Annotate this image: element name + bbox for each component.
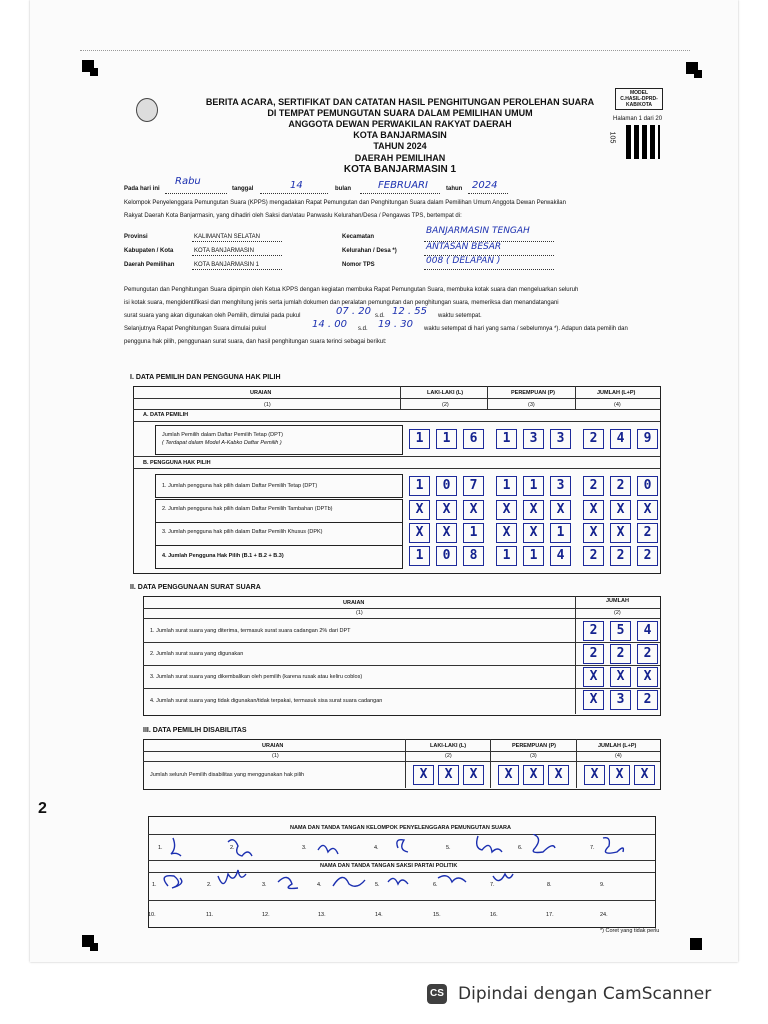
digit-box: X bbox=[634, 765, 655, 785]
kecamatan-label: Kecamatan bbox=[342, 234, 375, 240]
ss-row-2-label: 2. Jumlah surat suara yang digunakan bbox=[150, 651, 244, 657]
digit-box: 2 bbox=[610, 644, 631, 664]
digit-box: X bbox=[463, 765, 484, 785]
digit-box: X bbox=[496, 500, 517, 520]
digit-box: 2 bbox=[637, 644, 658, 664]
digit-box: X bbox=[583, 690, 604, 710]
table-rule bbox=[133, 409, 660, 410]
day-value: Rabu bbox=[175, 176, 201, 187]
digit-box: 3 bbox=[610, 690, 631, 710]
title-line-5: TAHUN 2024 bbox=[373, 141, 427, 151]
digit-box: 8 bbox=[463, 546, 484, 566]
time-suffix-1: waktu setempat. bbox=[438, 313, 482, 319]
intro-line-2: Rakyat Daerah Kota Banjarmasin, yang dihadiri oleh Saksi dan/atau Panwaslu Kelurahan/Desa / Pengawas TPS, bertempat di: bbox=[124, 213, 462, 219]
saksi-num: 3. bbox=[262, 882, 267, 888]
digit-box: X bbox=[637, 500, 658, 520]
saksi-sign-title: NAMA DAN TANDA TANGAN SAKSI PARTAI POLITIK bbox=[320, 863, 458, 869]
col-header: JUMLAH (L+P) bbox=[598, 743, 637, 749]
digit-box: X bbox=[583, 667, 604, 687]
provinsi-value: KALIMANTAN SELATAN bbox=[194, 234, 261, 240]
saksi-num: 4. bbox=[317, 882, 322, 888]
digit-box: 2 bbox=[610, 546, 631, 566]
table-rule bbox=[143, 642, 660, 643]
provinsi-label: Provinsi bbox=[124, 234, 148, 240]
kpps-num: 4. bbox=[374, 845, 379, 851]
digit-box: 2 bbox=[637, 546, 658, 566]
digit-box: X bbox=[409, 523, 430, 543]
digit-box: X bbox=[463, 500, 484, 520]
start-time-1: 07 . 20 bbox=[336, 306, 371, 317]
subsection-b: B. PENGGUNA HAK PILIH bbox=[143, 460, 211, 466]
sd-label: s.d. bbox=[375, 313, 385, 319]
field-line bbox=[192, 269, 282, 270]
registration-mark bbox=[690, 938, 702, 950]
registration-mark bbox=[90, 943, 98, 951]
table-rule bbox=[405, 739, 406, 788]
digit-box: X bbox=[610, 667, 631, 687]
field-line bbox=[165, 193, 227, 194]
model-box bbox=[615, 88, 663, 110]
month-value: FEBRUARI bbox=[378, 180, 428, 191]
digit-box: 7 bbox=[463, 476, 484, 496]
table-rule bbox=[143, 761, 660, 762]
saksi-num: 17. bbox=[546, 912, 554, 918]
dapil-label: Daerah Pemilihan bbox=[124, 262, 175, 268]
table-rule bbox=[576, 739, 577, 788]
field-line bbox=[424, 241, 554, 242]
registration-mark bbox=[90, 68, 98, 76]
section-3-title: III. DATA PEMILIH DISABILITAS bbox=[143, 727, 247, 734]
field-line bbox=[260, 193, 328, 194]
digit-box: 2 bbox=[637, 690, 658, 710]
time-suffix-2: waktu setempat di hari yang sama / sebelumnya *). Adapun data pemilih dan bbox=[424, 326, 628, 332]
col-header: URAIAN bbox=[343, 600, 365, 606]
side-page-mark: 2 bbox=[38, 800, 47, 817]
kabupaten-value: KOTA BANJARMASIN bbox=[194, 248, 254, 254]
table-rule bbox=[487, 386, 488, 410]
field-line bbox=[192, 255, 282, 256]
digit-box: 5 bbox=[610, 621, 631, 641]
field-line bbox=[424, 269, 554, 270]
saksi-num: 14. bbox=[375, 912, 383, 918]
table-rule bbox=[143, 688, 660, 689]
col-header: JUMLAH (L+P) bbox=[597, 390, 636, 396]
row-b4-label: 4. Jumlah Pengguna Hak Pilih (B.1 + B.2 + B.3) bbox=[162, 553, 284, 559]
saksi-num: 1. bbox=[152, 882, 157, 888]
signature-scribbles bbox=[148, 834, 655, 900]
kpps-sign-title: NAMA DAN TANDA TANGAN KELOMPOK PENYELENGGARA PEMUNGUTAN SUARA bbox=[290, 825, 511, 831]
saksi-num: 8. bbox=[547, 882, 552, 888]
digit-box: X bbox=[436, 500, 457, 520]
digit-box: 1 bbox=[496, 429, 517, 449]
table-rule bbox=[575, 596, 576, 714]
digit-box: 1 bbox=[496, 546, 517, 566]
col-num: (3) bbox=[530, 753, 537, 759]
kelurahan-label: Kelurahan / Desa *) bbox=[342, 248, 397, 254]
procedure-line-2: isi kotak suara, mengidentifikasi dan menghitung jenis serta jumlah dokumen dan peralatan pemungutan dan penghitungan suara, memeriksa dan menandatangani bbox=[124, 300, 559, 306]
col-header: URAIAN bbox=[262, 743, 284, 749]
saksi-num: 24. bbox=[600, 912, 608, 918]
col-header: LAKI-LAKI (L) bbox=[430, 743, 467, 749]
model-line: KAB/KOTA bbox=[625, 102, 652, 108]
digit-box: X bbox=[436, 523, 457, 543]
col-num: (4) bbox=[615, 753, 622, 759]
digit-box: X bbox=[584, 765, 605, 785]
saksi-num: 11. bbox=[206, 912, 214, 918]
table-rule bbox=[400, 386, 401, 410]
digit-box: 2 bbox=[583, 429, 604, 449]
digit-box: 9 bbox=[637, 429, 658, 449]
digit-box: X bbox=[609, 765, 630, 785]
row-b2-label: 2. Jumlah pengguna hak pilih dalam Daftar Pemilih Tambahan (DPTb) bbox=[162, 506, 333, 512]
procedure-line-3: surat suara yang akan digunakan oleh Pemilih, dimulai pada pukul bbox=[124, 313, 301, 319]
field-line bbox=[424, 255, 554, 256]
saksi-num: 7. bbox=[490, 882, 495, 888]
digit-box: 0 bbox=[436, 476, 457, 496]
digit-box: 2 bbox=[610, 476, 631, 496]
start-time-2: 14 . 00 bbox=[312, 319, 347, 330]
date-label: tanggal bbox=[232, 186, 254, 192]
saksi-num: 15. bbox=[433, 912, 441, 918]
subsection-a: A. DATA PEMILIH bbox=[143, 412, 189, 418]
digit-box: 1 bbox=[409, 546, 430, 566]
kpu-logo bbox=[136, 98, 158, 122]
col-num: (2) bbox=[614, 610, 621, 616]
kabupaten-label: Kabupaten / Kota bbox=[124, 248, 174, 254]
digit-box: X bbox=[523, 500, 544, 520]
tps-value: 008 ( DELAPAN ) bbox=[426, 256, 501, 266]
kpps-num: 5. bbox=[446, 845, 451, 851]
year-value: 2024 bbox=[472, 180, 498, 191]
row-a-note: ( Terdapat dalam Model A-Kabko Daftar Pemilih ) bbox=[162, 440, 282, 446]
procedure-line-1: Pemungutan dan Penghitungan Suara dipimpin oleh Ketua KPPS dengan kegiatan membuka Rapat Pemungutan Suara, membuka kotak suara dan mengeluarkan seluruh bbox=[124, 287, 579, 293]
saksi-num: 2. bbox=[207, 882, 212, 888]
intro-line-1: Kelompok Penyelenggara Pemungutan Suara (KPPS) mengadakan Rapat Pemungutan dan Penghitungan Suara dalam Pemilihan Umum Anggota Dewan Perwakilan bbox=[124, 200, 566, 206]
digit-box: X bbox=[523, 523, 544, 543]
digit-box: 1 bbox=[523, 546, 544, 566]
digit-box: 4 bbox=[637, 621, 658, 641]
table-rule bbox=[133, 468, 660, 469]
table-rule bbox=[133, 456, 660, 457]
table-rule bbox=[148, 900, 655, 901]
digit-box: 0 bbox=[436, 546, 457, 566]
digit-box: 1 bbox=[523, 476, 544, 496]
col-header: PEREMPUAN (P) bbox=[511, 390, 556, 396]
saksi-num: 9. bbox=[600, 882, 605, 888]
col-num: (2) bbox=[442, 402, 449, 408]
digit-box: X bbox=[550, 500, 571, 520]
row-a-label: Jumlah Pemilih dalam Daftar Pemilih Tetap (DPT) bbox=[162, 432, 283, 438]
row-b1-label: 1. Jumlah pengguna hak pilih dalam Daftar Pemilih Tetap (DPT) bbox=[162, 483, 318, 489]
col-num: (1) bbox=[356, 610, 363, 616]
digit-box: 1 bbox=[463, 523, 484, 543]
digit-box: X bbox=[438, 765, 459, 785]
district-label: DAERAH PEMILIHAN bbox=[354, 153, 446, 163]
camscanner-logo: CS bbox=[427, 984, 447, 1004]
dotted-border-top bbox=[80, 50, 690, 51]
digit-box: 2 bbox=[583, 644, 604, 664]
digit-box: 1 bbox=[550, 523, 571, 543]
end-time-1: 12 . 55 bbox=[392, 306, 427, 317]
time-line-3: pengguna hak pilih, penggunaan surat suara, dan hasil penghitungan suara terinci sebagai berikut: bbox=[124, 339, 387, 345]
digit-box: X bbox=[610, 523, 631, 543]
qr-number: 105 bbox=[608, 131, 616, 144]
digit-box: X bbox=[496, 523, 517, 543]
table-rule bbox=[143, 665, 660, 666]
saksi-num: 13. bbox=[318, 912, 326, 918]
field-line bbox=[360, 193, 440, 194]
kpps-num: 2. bbox=[230, 845, 235, 851]
ss-row-4-label: 4. Jumlah surat suara yang tidak digunakan/tidak terpakai, termasuk sisa surat suara cadangan bbox=[150, 698, 383, 704]
model-line: MODEL bbox=[629, 90, 649, 96]
table-rule bbox=[143, 608, 660, 609]
title-line-4: KOTA BANJARMASIN bbox=[353, 130, 447, 140]
saksi-num: 10. bbox=[148, 912, 156, 918]
digit-box: 0 bbox=[637, 476, 658, 496]
saksi-num: 12. bbox=[262, 912, 270, 918]
kpps-num: 7. bbox=[590, 845, 595, 851]
digit-box: X bbox=[413, 765, 434, 785]
row-b3-label: 3. Jumlah pengguna hak pilih dalam Daftar Pemilih Khusus (DPK) bbox=[162, 529, 323, 535]
saksi-num: 6. bbox=[433, 882, 438, 888]
month-label: bulan bbox=[335, 186, 351, 192]
kpps-num: 3. bbox=[302, 845, 307, 851]
digit-box: X bbox=[583, 500, 604, 520]
col-header: URAIAN bbox=[250, 390, 272, 396]
col-num: (4) bbox=[614, 402, 621, 408]
saksi-num: 5. bbox=[375, 882, 380, 888]
digit-box: 2 bbox=[583, 621, 604, 641]
col-header: LAKI-LAKI (L) bbox=[427, 390, 464, 396]
digit-box: 1 bbox=[436, 429, 457, 449]
digit-box: 2 bbox=[637, 523, 658, 543]
sd-label: s.d. bbox=[358, 326, 368, 332]
col-num: (1) bbox=[272, 753, 279, 759]
digit-box: X bbox=[583, 523, 604, 543]
table-rule bbox=[143, 618, 660, 619]
tps-label: Nomor TPS bbox=[342, 262, 375, 268]
year-label: tahun bbox=[446, 186, 463, 192]
kecamatan-value: BANJARMASIN TENGAH bbox=[426, 226, 530, 236]
digit-box: 2 bbox=[583, 476, 604, 496]
table-rule bbox=[133, 398, 660, 399]
digit-box: 6 bbox=[463, 429, 484, 449]
title-line-3: ANGGOTA DEWAN PERWAKILAN RAKYAT DAERAH bbox=[288, 119, 512, 129]
col-header: JUMLAH bbox=[606, 598, 629, 604]
table-rule bbox=[133, 421, 660, 422]
end-time-2: 19 . 30 bbox=[378, 319, 413, 330]
ss-row-3-label: 3. Jumlah surat suara yang dikembalikan oleh pemilih (karena rusak atau keliru coblos) bbox=[150, 674, 363, 680]
digit-box: X bbox=[610, 500, 631, 520]
time-line-2-prefix: Selanjutnya Rapat Penghitungan Suara dimulai pukul bbox=[124, 326, 267, 332]
page-info: Halaman 1 dari 20 bbox=[613, 116, 663, 122]
col-num: (3) bbox=[528, 402, 535, 408]
digit-box: 4 bbox=[550, 546, 571, 566]
field-line bbox=[192, 241, 282, 242]
digit-box: X bbox=[637, 667, 658, 687]
digit-box: 2 bbox=[583, 546, 604, 566]
digit-box: 4 bbox=[610, 429, 631, 449]
model-line: C.HASIL-DPRD- bbox=[620, 96, 658, 102]
ss-row-1-label: 1. Jumlah surat suara yang diterima, termasuk surat suara cadangan 2% dari DPT bbox=[150, 628, 351, 634]
col-header: PEREMPUAN (P) bbox=[512, 743, 557, 749]
section-2-title: II. DATA PENGGUNAAN SURAT SUARA bbox=[130, 584, 261, 591]
kpps-num: 6. bbox=[518, 845, 523, 851]
footnote: *) Coret yang tidak perlu bbox=[600, 928, 660, 934]
col-num: (2) bbox=[445, 753, 452, 759]
camscanner-text: Dipindai dengan CamScanner bbox=[458, 984, 712, 1004]
digit-box: X bbox=[548, 765, 569, 785]
kelurahan-value: ANTASAN BESAR bbox=[426, 242, 502, 252]
section-1-title: I. DATA PEMILIH DAN PENGGUNA HAK PILIH bbox=[130, 374, 281, 381]
field-line bbox=[468, 193, 508, 194]
dapil-value: KOTA BANJARMASIN 1 bbox=[194, 262, 259, 268]
digit-box: X bbox=[498, 765, 519, 785]
digit-box: X bbox=[523, 765, 544, 785]
title-line-1: BERITA ACARA, SERTIFIKAT DAN CATATAN HASIL PENGHITUNGAN PEROLEHAN SUARA bbox=[205, 97, 595, 107]
digit-box: 1 bbox=[409, 429, 430, 449]
digit-box: 3 bbox=[523, 429, 544, 449]
digit-box: 1 bbox=[409, 476, 430, 496]
digit-box: 3 bbox=[550, 429, 571, 449]
disability-row-label: Jumlah seluruh Pemilih disabilitas yang menggunakan hak pilih bbox=[150, 772, 305, 778]
qr-code bbox=[626, 125, 660, 159]
col-num: (1) bbox=[264, 402, 271, 408]
date-prefix: Pada hari ini bbox=[124, 186, 160, 192]
table-rule bbox=[143, 751, 660, 752]
date-value: 14 bbox=[290, 180, 303, 191]
registration-mark bbox=[694, 70, 702, 78]
digit-box: 3 bbox=[550, 476, 571, 496]
digit-box: X bbox=[409, 500, 430, 520]
saksi-num: 16. bbox=[490, 912, 498, 918]
title-line-2: DI TEMPAT PEMUNGUTAN SUARA DALAM PEMILIHAN UMUM bbox=[267, 108, 533, 118]
digit-box: 1 bbox=[496, 476, 517, 496]
table-rule bbox=[575, 386, 576, 410]
kpps-num: 1. bbox=[158, 845, 163, 851]
district-name: KOTA BANJARMASIN 1 bbox=[343, 164, 457, 175]
table-rule bbox=[490, 739, 491, 788]
